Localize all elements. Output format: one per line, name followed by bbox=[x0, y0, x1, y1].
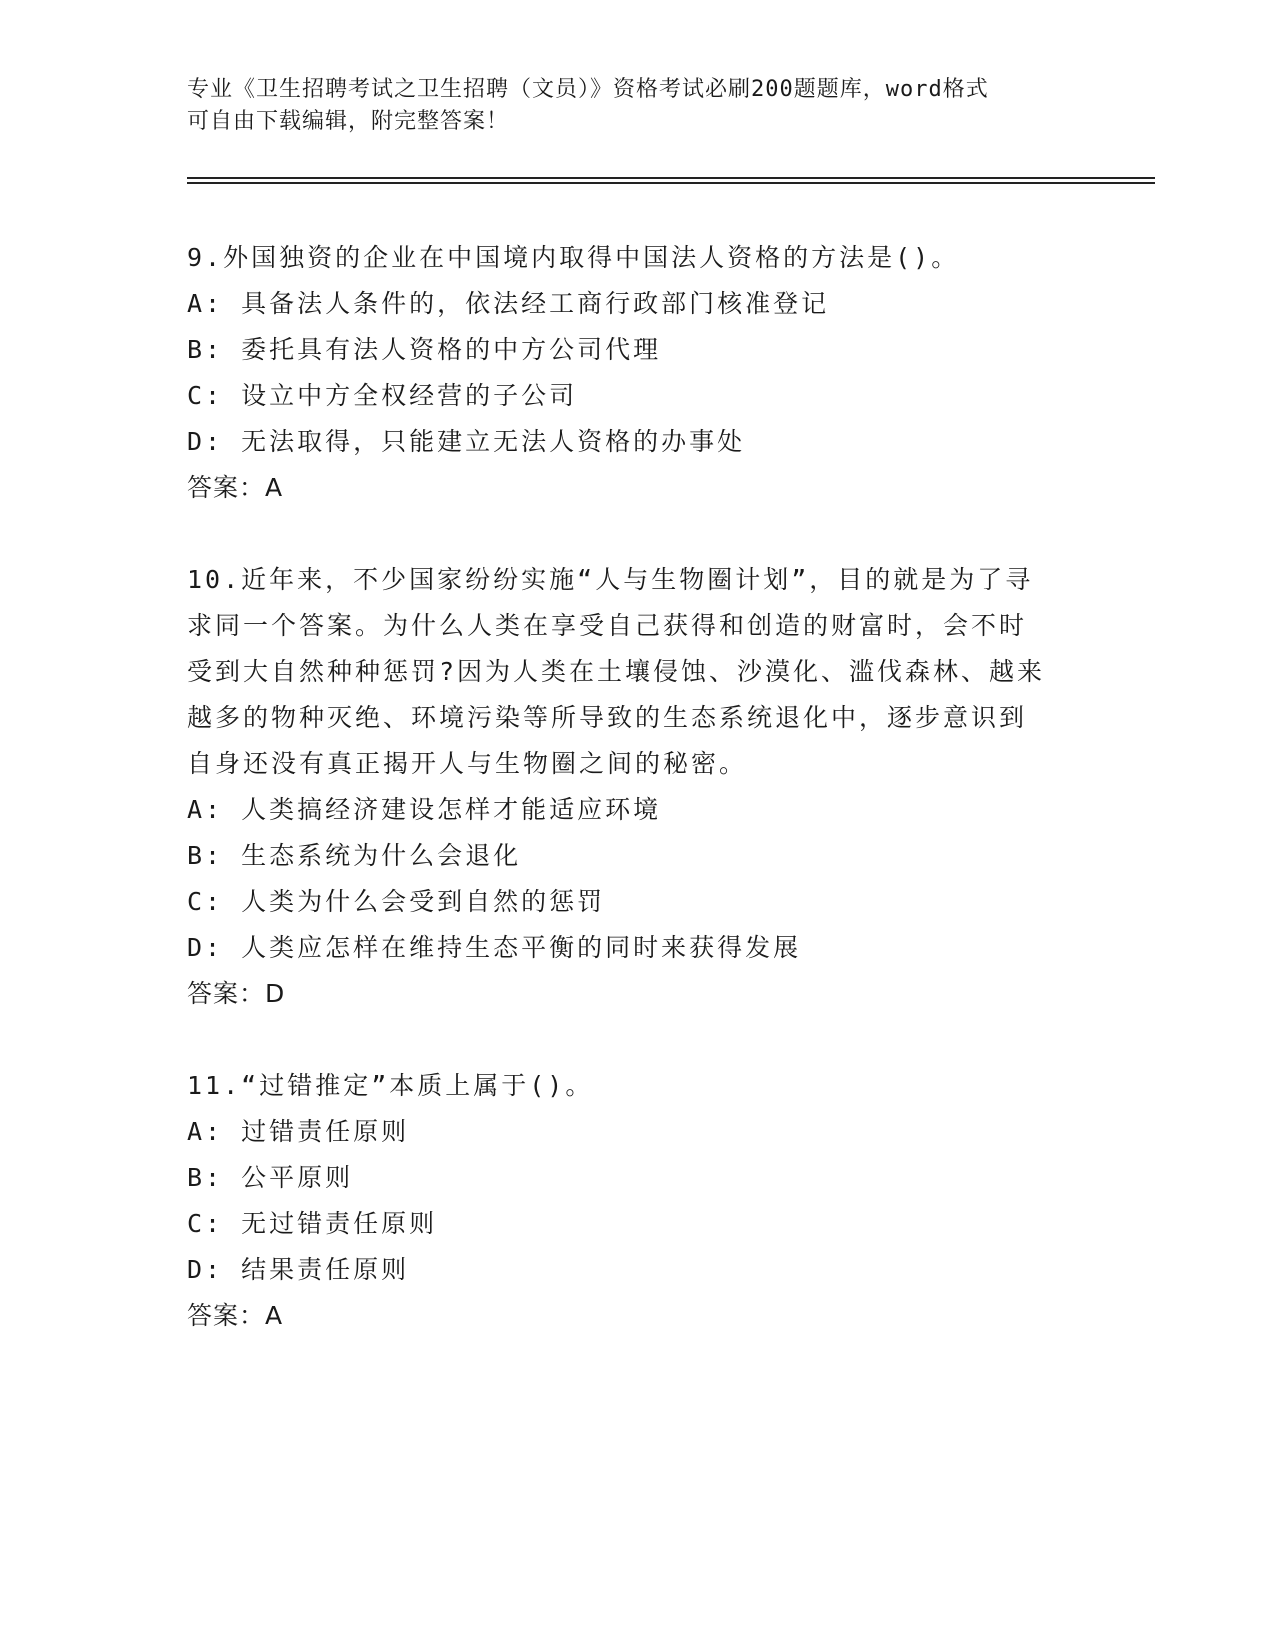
option-d: D: 结果责任原则 bbox=[187, 1255, 410, 1284]
option-a: A: 人类搞经济建设怎样才能适应环境 bbox=[187, 795, 662, 824]
option-b: B: 生态系统为什么会退化 bbox=[187, 841, 522, 870]
question-stem-line: 越多的物种灭绝、环境污染等所导致的生态系统退化中，逐步意识到 bbox=[187, 703, 1028, 732]
question-stem-line: 求同一个答案。为什么人类在享受自己获得和创造的财富时，会不时 bbox=[187, 611, 1028, 640]
question-stem-line: 9.外国独资的企业在中国境内取得中国法人资格的方法是()。 bbox=[187, 243, 960, 272]
question-11 bbox=[187, 1063, 1087, 1339]
option-b: B: 公平原则 bbox=[187, 1163, 354, 1192]
option-d: D: 人类应怎样在维持生态平衡的同时来获得发展 bbox=[187, 933, 802, 962]
question-stem-line: 10.近年来，不少国家纷纷实施“人与生物圈计划”，目的就是为了寻 bbox=[187, 565, 1034, 594]
option-c: C: 设立中方全权经营的子公司 bbox=[187, 381, 578, 410]
answer-label: 答案：A bbox=[187, 1301, 284, 1330]
option-c: C: 无过错责任原则 bbox=[187, 1209, 438, 1238]
header-divider bbox=[187, 177, 1155, 179]
option-a: A: 具备法人条件的，依法经工商行政部门核准登记 bbox=[187, 289, 830, 318]
question-stem-line: 11.“过错推定”本质上属于()。 bbox=[187, 1071, 594, 1100]
option-c: C: 人类为什么会受到自然的惩罚 bbox=[187, 887, 606, 916]
option-a: A: 过错责任原则 bbox=[187, 1117, 410, 1146]
document-header bbox=[187, 74, 1067, 138]
answer-label: 答案：D bbox=[187, 979, 286, 1008]
question-list bbox=[187, 235, 1087, 1339]
answer-label: 答案：A bbox=[187, 473, 284, 502]
question-stem-line: 自身还没有真正揭开人与生物圈之间的秘密。 bbox=[187, 749, 748, 778]
question-10 bbox=[187, 557, 1087, 1017]
option-b: B: 委托具有法人资格的中方公司代理 bbox=[187, 335, 662, 364]
option-d: D: 无法取得，只能建立无法人资格的办事处 bbox=[187, 427, 746, 456]
header-line: 可自由下载编辑，附完整答案！ bbox=[187, 109, 510, 134]
question-stem-line: 受到大自然种种惩罚?因为人类在土壤侵蚀、沙漠化、滥伐森林、越来 bbox=[187, 657, 1046, 686]
question-9 bbox=[187, 235, 1087, 511]
header-line: 专业《卫生招聘考试之卫生招聘（文员）》资格考试必刷200题题库，word格式 bbox=[187, 77, 989, 102]
header-divider bbox=[187, 182, 1155, 184]
